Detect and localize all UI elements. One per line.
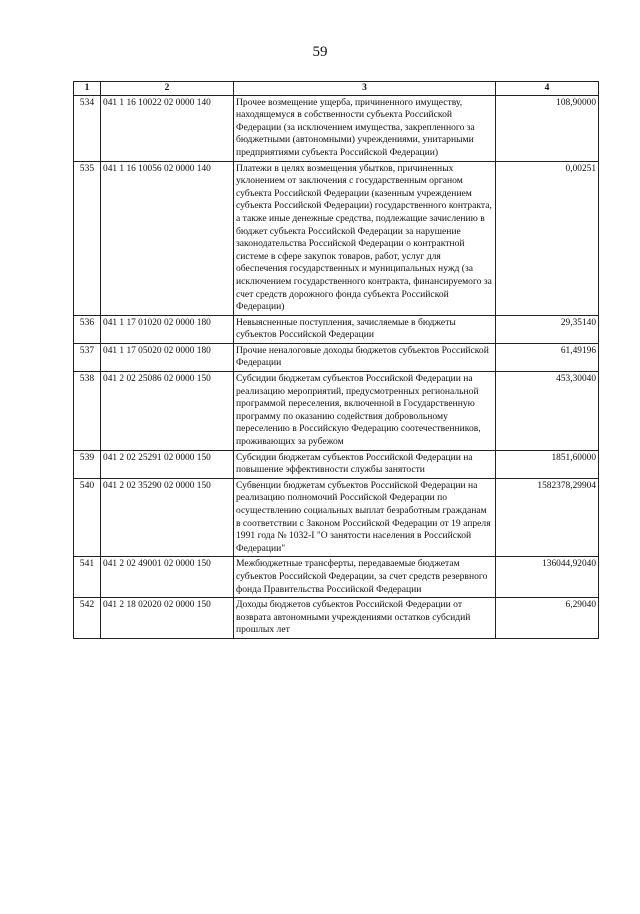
row-number: 537 (74, 343, 101, 371)
row-description: Прочее возмещение ущерба, причиненного имуществу, находящемуся в собственности субъекта Российской Федерации (за исключением имущества, закрепленного за бюджетными (автономными) учреждениями, унитарными предприятиями субъекта Российской Федерации) (234, 95, 496, 161)
row-number: 536 (74, 315, 101, 343)
header-col-3: 3 (234, 82, 496, 96)
page-number: 59 (312, 44, 328, 60)
row-number: 538 (74, 372, 101, 451)
table-header-row (74, 82, 599, 96)
budget-code: 041 2 18 02020 02 0000 150 (101, 598, 234, 639)
row-amount: 61,49196 (496, 343, 599, 371)
budget-code: 041 1 17 01020 02 0000 180 (101, 315, 234, 343)
row-description: Платежи в целях возмещения убытков, причиненных уклонением от заключения с государственным органом субъекта Российской Федерации (казенным учреждением субъекта Российской Федерации) государственного контракта, а также иные денежные средства, подлежащие зачислению в бюджет субъекта Российской Федерации за нарушение законодательства Российской Федерации о контрактной системе в сфере закупок товаров, работ, услуг для обеспечения государственных и муниципальных нужд (за исключением государственного контракта, финансируемого за счет средств дорожного фонда субъекта Российской Федерации) (234, 161, 496, 315)
row-amount: 1582378,29904 (496, 478, 599, 557)
row-description: Прочие неналоговые доходы бюджетов субъектов Российской Федерации (234, 343, 496, 371)
table-row (74, 478, 599, 557)
header-col-4: 4 (496, 82, 599, 96)
row-description: Субсидии бюджетам субъектов Российской Федерации на реализацию мероприятий, предусмотренных региональной программой переселения, включенной в Государственную программу по оказанию содействия добровольному переселению в Российскую Федерацию соотечественников, проживающих за рубежом (234, 372, 496, 451)
table-row (74, 343, 599, 371)
budget-code: 041 1 16 10022 02 0000 140 (101, 95, 234, 161)
row-number: 540 (74, 478, 101, 557)
table-row (74, 372, 599, 451)
table-row (74, 95, 599, 161)
row-amount: 29,35140 (496, 315, 599, 343)
row-number: 535 (74, 161, 101, 315)
table-row (74, 450, 599, 478)
budget-code: 041 2 02 25086 02 0000 150 (101, 372, 234, 451)
header-col-1: 1 (74, 82, 101, 96)
budget-code: 041 1 16 10056 02 0000 140 (101, 161, 234, 315)
row-amount: 108,90000 (496, 95, 599, 161)
header-col-2: 2 (101, 82, 234, 96)
table-row (74, 557, 599, 598)
row-description: Невыясненные поступления, зачисляемые в бюджеты субъектов Российской Федерации (234, 315, 496, 343)
row-amount: 136044,92040 (496, 557, 599, 598)
table-row (74, 598, 599, 639)
budget-code: 041 2 02 35290 02 0000 150 (101, 478, 234, 557)
table-row (74, 161, 599, 315)
row-amount: 6,29040 (496, 598, 599, 639)
row-description: Субсидии бюджетам субъектов Российской Федерации на повышение эффективности службы занятости (234, 450, 496, 478)
row-description: Доходы бюджетов субъектов Российской Федерации от возврата автономными учреждениями остатков субсидий прошлых лет (234, 598, 496, 639)
row-description: Межбюджетные трансферты, передаваемые бюджетам субъектов Российской Федерации, за счет средств резервного фонда Правительства Российской Федерации (234, 557, 496, 598)
budget-code: 041 2 02 49001 02 0000 150 (101, 557, 234, 598)
revenue-table (73, 81, 599, 639)
row-number: 542 (74, 598, 101, 639)
table-row (74, 315, 599, 343)
budget-code: 041 2 02 25291 02 0000 150 (101, 450, 234, 478)
row-amount: 1851,60000 (496, 450, 599, 478)
row-number: 541 (74, 557, 101, 598)
budget-code: 041 1 17 05020 02 0000 180 (101, 343, 234, 371)
row-number: 534 (74, 95, 101, 161)
row-description: Субвенции бюджетам субъектов Российской Федерации на реализацию полномочий Российской Федерации по осуществлению социальных выплат безработным гражданам в соответствии с Законом Российской Федерации от 19 апреля 1991 года № 1032-I "О занятости населения в Российской Федерации" (234, 478, 496, 557)
row-number: 539 (74, 450, 101, 478)
row-amount: 0,00251 (496, 161, 599, 315)
row-amount: 453,30040 (496, 372, 599, 451)
